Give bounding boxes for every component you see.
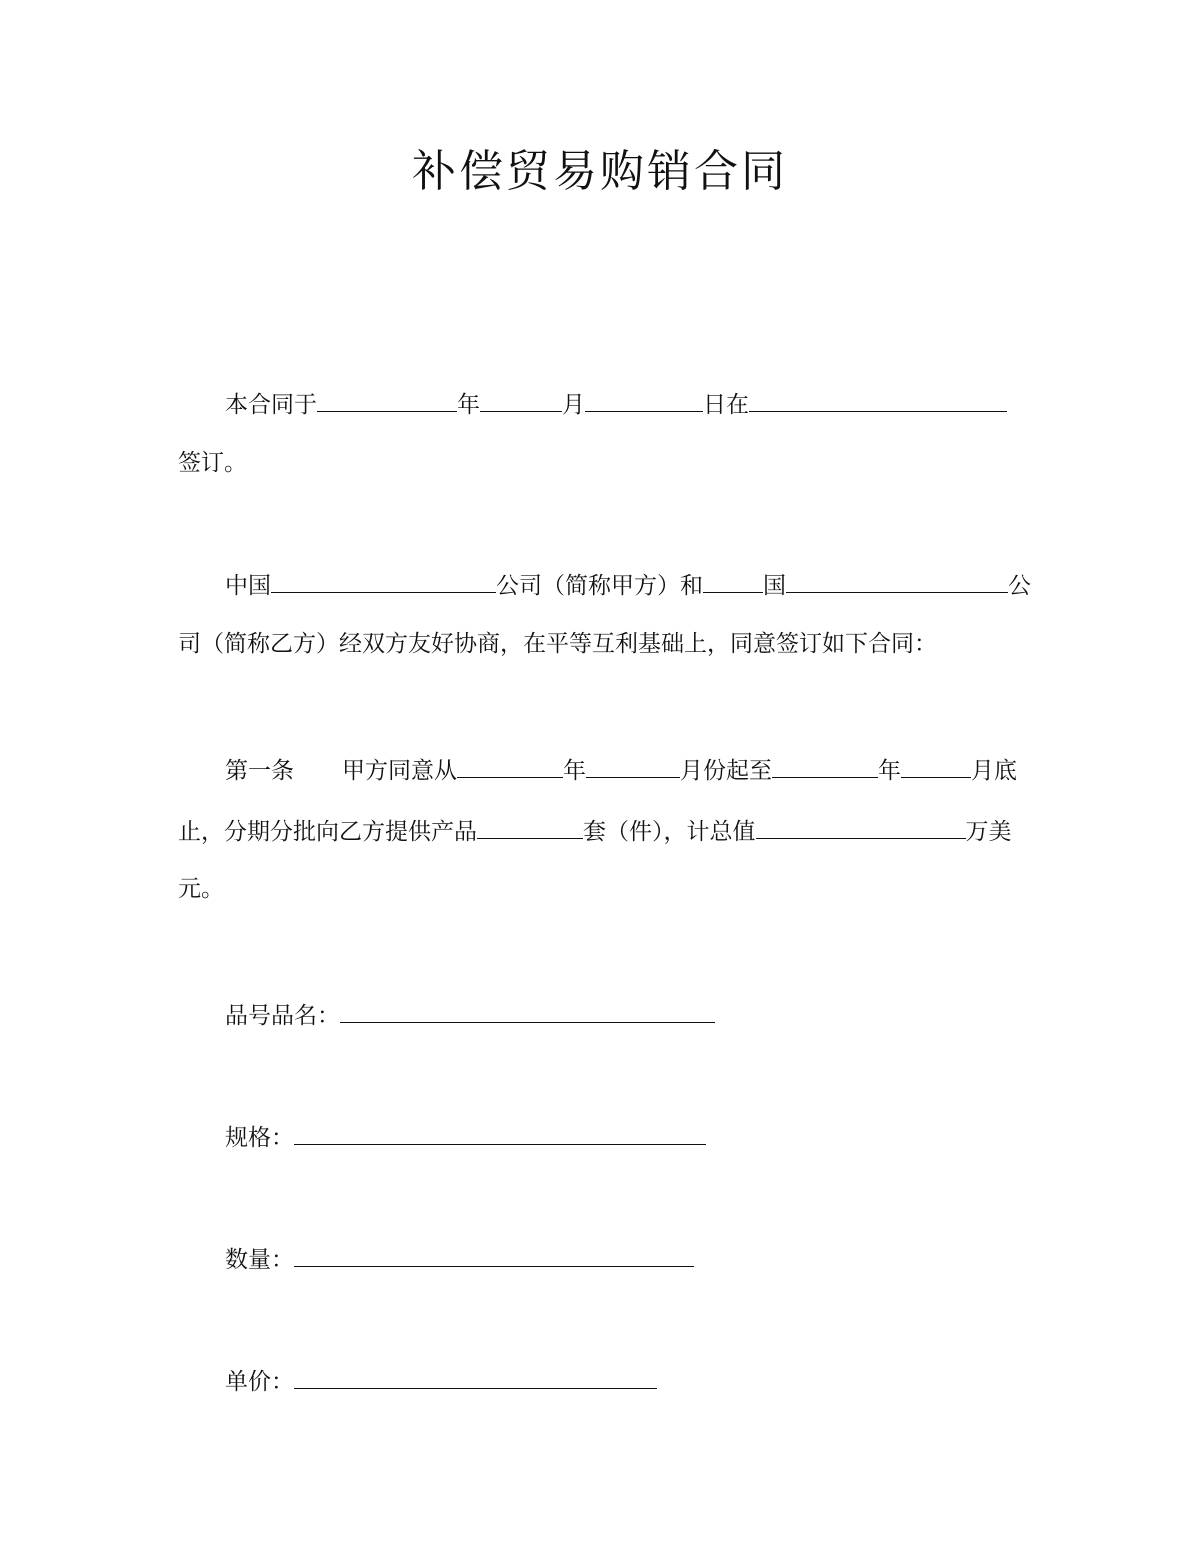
blank-party-b[interactable]: [786, 566, 1008, 593]
field-product-name: [225, 996, 715, 1030]
field-quantity: [225, 1240, 694, 1274]
china-label: 中国: [225, 573, 271, 599]
wan-mei-label: 万美: [965, 819, 1012, 845]
parties-line-2: [178, 627, 937, 661]
blank-month-to[interactable]: [901, 751, 971, 778]
intro-line-1: [225, 385, 1007, 419]
year-label: 年: [457, 392, 480, 418]
month-end-label: 月底: [971, 758, 1017, 784]
article1-label: 第一条: [225, 758, 294, 784]
document-title: 补偿贸易购销合同: [412, 146, 788, 197]
year2-label: 年: [878, 758, 901, 784]
field-spec: [225, 1118, 706, 1152]
signed-text: 签订。: [178, 450, 247, 476]
article1-line-2: [178, 812, 1012, 846]
blank-total-value[interactable]: [756, 812, 966, 839]
blank-party-a[interactable]: [271, 566, 496, 593]
year1-label: 年: [563, 758, 586, 784]
yuan-label: 元。: [178, 876, 224, 902]
article1-line-1: [225, 751, 1017, 785]
gong-label: 公: [1008, 573, 1031, 599]
blank-year-to[interactable]: [772, 751, 878, 778]
blank-month[interactable]: [480, 385, 562, 412]
blank-product-name[interactable]: [340, 996, 715, 1023]
intro-line-2: [178, 446, 247, 480]
quantity-label: 数量：: [225, 1247, 294, 1273]
blank-spec[interactable]: [294, 1118, 706, 1145]
month-label: 月: [562, 392, 585, 418]
country-label: 国: [763, 573, 786, 599]
blank-unit-price[interactable]: [294, 1362, 657, 1389]
field-unit-price: [225, 1362, 657, 1396]
blank-month-from[interactable]: [586, 751, 680, 778]
blank-quantity[interactable]: [294, 1240, 694, 1267]
intro-text: 本合同于: [225, 392, 317, 418]
product-name-label: 品号品名：: [225, 1003, 340, 1029]
parties-text: 司（简称乙方）经双方友好协商，在平等互利基础上，同意签订如下合同：: [178, 631, 937, 657]
blank-country[interactable]: [703, 566, 763, 593]
blank-sets[interactable]: [477, 812, 583, 839]
blank-place[interactable]: [749, 385, 1007, 412]
day-at-label: 日在: [703, 392, 749, 418]
month-from-label: 月份起至: [680, 758, 772, 784]
from-label: 甲方同意从: [342, 758, 457, 784]
spec-label: 规格：: [225, 1125, 294, 1151]
blank-day[interactable]: [585, 385, 703, 412]
company-a-label: 公司（简称甲方）和: [496, 573, 703, 599]
parties-line-1: [225, 566, 1031, 600]
blank-year[interactable]: [317, 385, 457, 412]
article1-line-3: [178, 872, 224, 906]
unit-price-label: 单价：: [225, 1369, 294, 1395]
sets-label: 套（件），计总值: [583, 819, 756, 845]
line2-start: 止，分期分批向乙方提供产品: [178, 819, 477, 845]
blank-year-from[interactable]: [457, 751, 563, 778]
